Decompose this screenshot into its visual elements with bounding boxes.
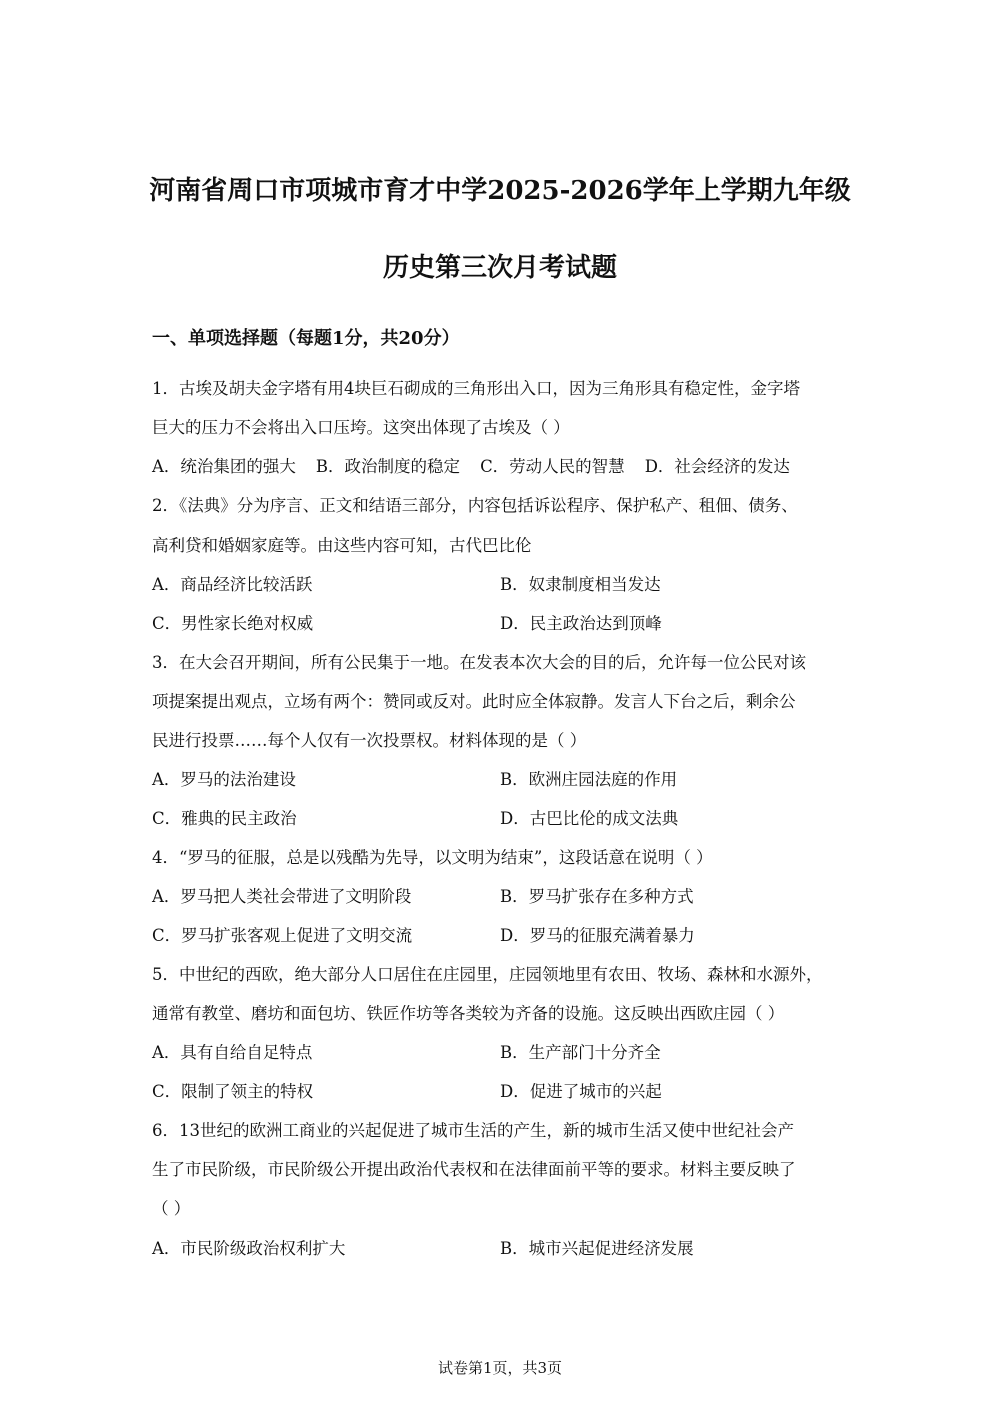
question-4-option-a: A．罗马把人类社会带进了文明阶段 [152,887,412,906]
question-2-line-2: 高利贷和婚姻家庭等。由这些内容可知，古代巴比伦 [152,536,532,555]
question-3-option-b: B．欧洲庄园法庭的作用 [500,770,678,789]
question-3-option-c: C．雅典的民主政治 [152,809,297,828]
question-2-option-d: D．民主政治达到顶峰 [500,614,662,633]
question-2-line-1: 2．《法典》分为序言、正文和结语三部分，内容包括诉讼程序、保护私产、租佃、债务、 [152,496,798,515]
question-5-option-c: C．限制了领主的特权 [152,1082,314,1101]
question-5-line-1: 5．中世纪的西欧，绝大部分人口居住在庄园里，庄园领地里有农田、牧场、森林和水源外， [152,965,823,984]
question-6-option-b: B．城市兴起促进经济发展 [500,1239,694,1258]
question-2-option-b: B．奴隶制度相当发达 [500,575,661,594]
question-6-line-2: 生了市民阶级，市民阶级公开提出政治代表权和在法律面前平等的要求。材料主要反映了 [152,1160,796,1179]
question-3-line-2: 项提案提出观点，立场有两个：赞同或反对。此时应全体寂静。发言人下台之后，剩余公 [152,692,796,711]
question-3-line-1: 3．在大会召开期间，所有公民集于一地。在发表本次大会的目的后，允许每一位公民对该 [152,653,806,672]
exam-title-line-2: 历史第三次月考试题 [382,253,617,283]
question-5-option-a: A．具有自给自足特点 [152,1043,313,1062]
question-1-line-1: 1．古埃及胡夫金字塔有用4块巨石砌成的三角形出入口，因为三角形具有稳定性，金字塔 [152,379,800,398]
question-2-option-c: C．男性家长绝对权威 [152,614,314,633]
question-4-line-1: 4．“罗马的征服，总是以残酷为先导，以文明为结束”，这段话意在说明（ ） [152,848,713,867]
question-1-option-c: C．劳动人民的智慧 [480,457,625,476]
question-1-options [152,457,790,477]
question-4-option-b: B．罗马扩张存在多种方式 [500,887,694,906]
question-4-option-d: D．罗马的征服充满着暴力 [500,926,695,945]
question-3-option-d: D．古巴比伦的成文法典 [500,809,679,828]
question-3-line-3: 民进行投票……每个人仅有一次投票权。材料体现的是（ ） [152,731,587,750]
question-4-option-c: C．罗马扩张客观上促进了文明交流 [152,926,413,945]
question-6-line-3: （ ） [152,1199,191,1218]
question-6-option-a: A．市民阶级政治权利扩大 [152,1239,346,1258]
question-5-option-d: D．促进了城市的兴起 [500,1082,662,1101]
question-1-line-2: 巨大的压力不会将出入口压垮。这突出体现了古埃及（ ） [152,418,570,437]
question-2-option-a: A．商品经济比较活跃 [152,575,313,594]
question-5-line-2: 通常有教堂、磨坊和面包坊、铁匠作坊等各类较为齐备的设施。这反映出西欧庄园（ ） [152,1004,785,1023]
page-footer: 试卷第1页，共3页 [437,1359,563,1377]
question-3-option-a: A．罗马的法治建设 [152,770,296,789]
question-1-option-d: D．社会经济的发达 [644,457,790,476]
question-1-option-b: B．政治制度的稳定 [315,457,461,476]
question-1-option-a: A．统治集团的强大 [152,457,296,476]
question-6-line-1: 6．13世纪的欧洲工商业的兴起促进了城市生活的产生，新的城市生活又使中世纪社会产 [152,1121,794,1140]
exam-title-line-1: 河南省周口市项城市育才中学2025-2026学年上学期九年级 [149,176,851,206]
question-5-option-b: B．生产部门十分齐全 [500,1043,661,1062]
section-heading: 一、单项选择题（每题1分，共20分） [152,328,460,349]
